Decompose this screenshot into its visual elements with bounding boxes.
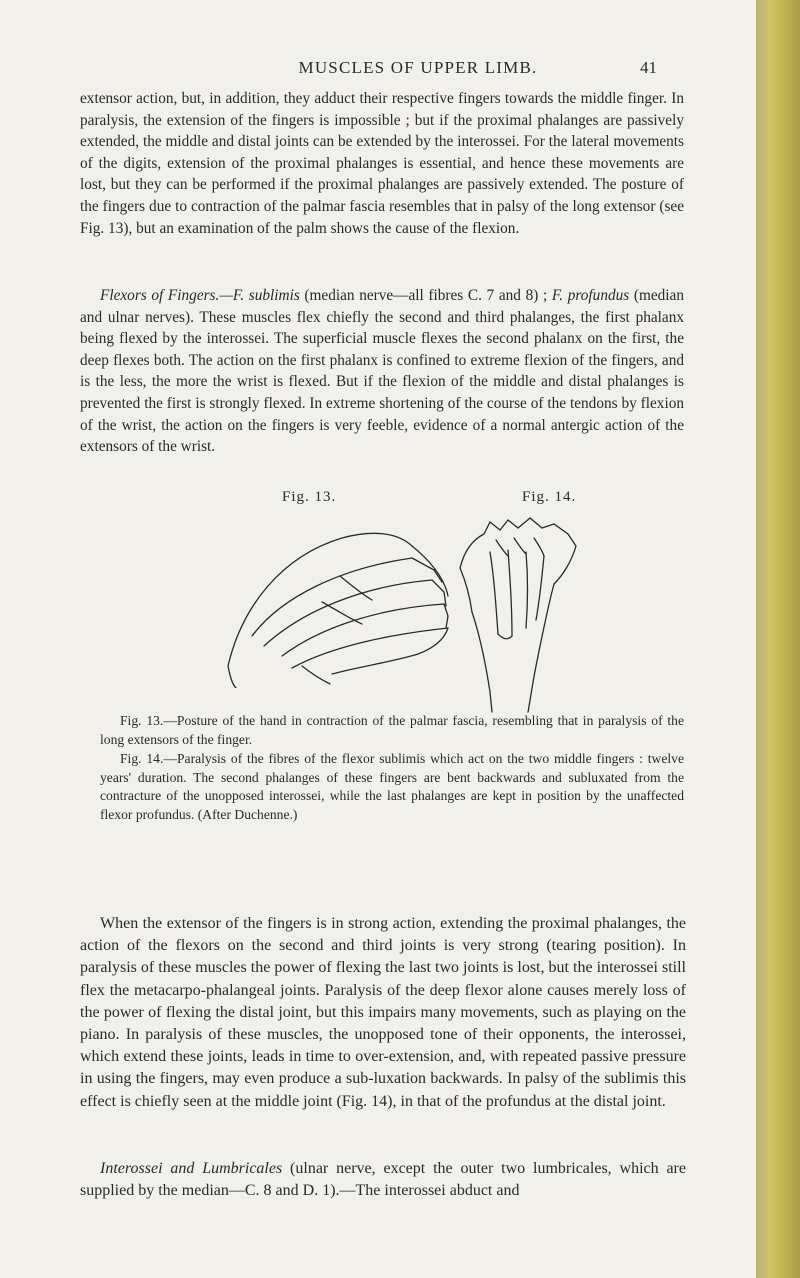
paragraph-interossei-text: (ulnar nerve, except the outer two lumbricales, which are supplied by the median—C. 8 and D. 1).—The interossei abduct and — [80, 1160, 686, 1200]
figure-14-caption-text: —Paralysis of the fibres of the flexor sublimis which act on the two middle fingers : twelve years' duration. The second phalanges of these fingers are bent backwards and subluxated from the contracture of the unopposed interossei, while the last phalanges are kept in position by the unaffected flexor profundus. (After Duchenne.) — [100, 751, 684, 822]
paragraph-extensor-action: extensor action, but, in addition, they adduct their respective fingers towards the middle finger. In paralysis, the extension of the fingers is impossible ; but if the proximal phalanges are passively extended, the middle and distal joints can be extended by the interossei. For the lateral movements of the digits, extension of the proximal phalanges is essential, and hence these movements are lost, but they can be performed if the proximal phalanges are passively extended. The posture of the fingers due to contraction of the palmar fascia resembles that in palsy of the long extensor (see Fig. 13), but an examination of the palm shows the cause of the flexion. — [80, 90, 684, 237]
paragraph-flexors-of-fingers — [80, 285, 684, 458]
figure-14-caption — [100, 750, 684, 824]
figure-14-caption-lead: Fig. 14. — [120, 751, 164, 766]
figure-14-label: Fig. 14. — [522, 489, 577, 505]
section-title-flexors: Flexors of Fingers.—F. sublimis — [100, 287, 300, 304]
figure-13-caption-text: —Posture of the hand in contraction of the palmar fascia, resembling that in paralysis of the long extensors of the finger. — [100, 713, 684, 747]
figure-13-caption — [100, 712, 684, 749]
paragraph-flexors-text-2: (median and ulnar nerves). These muscles flex chiefly the second and third phalanges, the first phalanx being flexed by the interossei. The superficial muscle flexes the second phalanx on the first, the deep flexes both. The action on the first phalanx is confined to extreme flexion of the fingers, and is the less, the more the wrist is flexed. But if the flexion of the middle and distal phalanges is prevented the first is strongly flexed. In extreme shortening of the course of the tendons by flexion of the wrist, the action on the fingers is very feeble, evidence of a normal antergic action of the extensors of the wrist. — [80, 287, 684, 456]
figure-13-caption-lead: Fig. 13. — [120, 713, 164, 728]
running-head: MUSCLES OF UPPER LIMB. — [298, 58, 538, 77]
section-title-interossei: Interossei and Lumbricales — [100, 1160, 283, 1177]
term-f-profundus: F. profundus — [551, 287, 630, 304]
paragraph-extensor-strong-action: When the extensor of the fingers is in strong action, extending the proximal phalanges, the action of the flexors on the second and third joints is very strong (tearing position). In paralysis of these muscles the power of flexing the last two joints is lost, but the interossei still flex the metacarpo-phalangeal joints. Paralysis of the deep flexor alone causes merely loss of the power of flexing the distal joint, but this impairs many movements, such as playing on the piano. In paralysis of these muscles, the unopposed tone of their opponents, the interossei, which extend these joints, leads in time to over-extension, and, with repeated passive pressure in using the fingers, may even produce a sub-luxation backwards. In palsy of the sublimis this effect is chiefly seen at the middle joint (Fig. 14), in that of the profundus at the distal joint. — [80, 915, 686, 1110]
figure-13-hand-drawing — [222, 516, 452, 688]
figure-13-label: Fig. 13. — [282, 489, 337, 505]
figure-14-hand-drawing — [450, 516, 582, 714]
page-edge-strip — [756, 0, 800, 1278]
paragraph-flexors-text-1: (median nerve—all fibres C. 7 and 8) ; — [299, 287, 552, 304]
page-header — [0, 58, 756, 82]
paragraph-interossei — [80, 1158, 686, 1202]
page-number: 41 — [640, 58, 657, 77]
